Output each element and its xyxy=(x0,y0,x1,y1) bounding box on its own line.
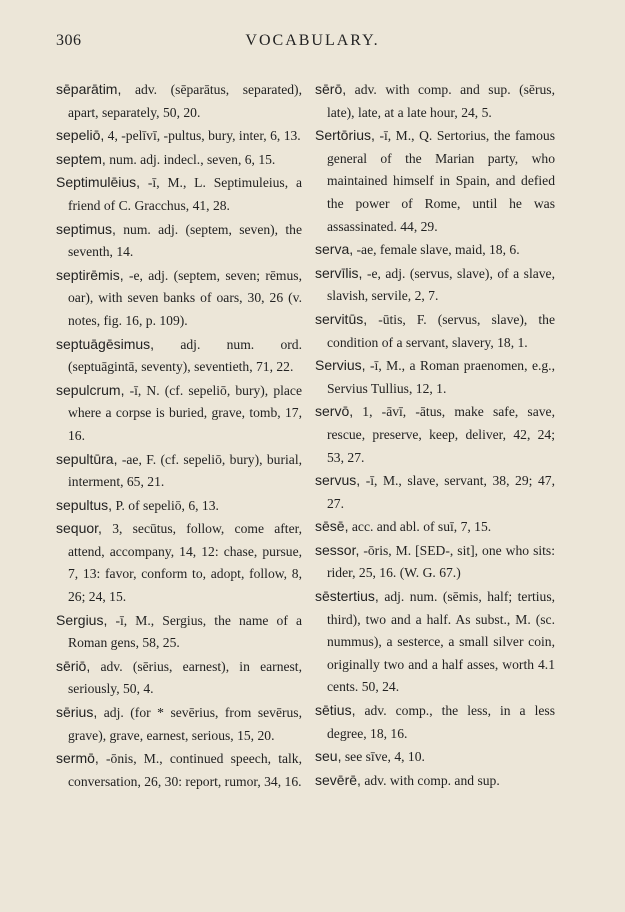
definition: P. of sepeliō, 6, 13. xyxy=(115,497,219,513)
definition: adj. num. (sēmis, half; tertius, third), two and a half. As subst., M. (sc. nummus), a sesterce, a small silver coin, originally two and a half asses, worth 4.1 cents. 50, 24. xyxy=(327,589,556,695)
definition: adj. num. ord. (septuāgintā, seventy), seventieth, 71, 22. xyxy=(68,336,302,375)
headword: septem, xyxy=(56,150,106,167)
vocab-entry xyxy=(56,655,302,701)
vocab-entry xyxy=(315,745,555,769)
page-number: 306 xyxy=(56,32,82,49)
definition: -ae, F. (cf. sepeliō, bury), burial, interment, 65, 21. xyxy=(68,451,302,490)
vocab-entry xyxy=(56,379,302,448)
headword: servitūs, xyxy=(315,310,368,327)
headword: sequor, xyxy=(56,520,102,537)
definition: acc. and abl. of suī, 7, 15. xyxy=(351,519,492,535)
headword: Sertōrius, xyxy=(315,127,375,144)
definition: -ī, M., Q. Sertorius, the famous general of the Marian party, who maintained himself in Spain, and defied the power of Rome, until he was assassinated. 44, 29. xyxy=(327,128,555,234)
vocab-entry xyxy=(315,585,555,699)
vocab-entry xyxy=(56,124,302,148)
vocab-entry xyxy=(56,333,302,379)
headword: sepulcrum, xyxy=(56,381,125,398)
headword: sētius, xyxy=(315,702,356,719)
vocab-entry xyxy=(315,769,555,793)
headword: sēparātim, xyxy=(56,81,122,97)
vocab-entry xyxy=(315,469,555,515)
definition: adv. (sērius, earnest), in earnest, seriously, 50, 4. xyxy=(68,658,302,697)
headword: sēstertius, xyxy=(315,588,379,605)
vocab-entry xyxy=(56,148,302,172)
headword: sessor, xyxy=(315,541,360,558)
vocab-entry xyxy=(315,308,555,354)
definition: 1, -āvī, -ātus, make safe, save, rescue, preserve, keep, deliver, 42, 24; 53, 27. xyxy=(327,404,555,465)
definition: -ī, M., Sergius, the name of a Roman gens, 58, 25. xyxy=(68,612,302,651)
definition: -ī, M., slave, servant, 38, 29; 47, 27. xyxy=(327,473,555,511)
definition: -e, adj. (servus, slave), of a slave, slavish, servile, 2, 7. xyxy=(327,265,555,304)
vocab-entry xyxy=(315,238,555,262)
headword: Sergius, xyxy=(56,611,108,628)
left-column xyxy=(56,78,302,793)
headword: sepultus, xyxy=(56,496,113,513)
vocab-entry xyxy=(56,264,302,333)
headword: seu, xyxy=(315,748,342,765)
headword: servīlis, xyxy=(315,264,363,281)
headword: serva, xyxy=(315,241,354,258)
vocab-entry xyxy=(56,747,302,793)
vocab-entry xyxy=(56,448,302,494)
right-column xyxy=(315,78,555,792)
page-header xyxy=(56,32,569,56)
definition: -ae, female slave, maid, 18, 6. xyxy=(356,242,520,258)
vocab-entry xyxy=(315,262,555,308)
definition: -ōris, M. [SED-, sit], one who sits: rider, 25, 16. (W. G. 67.) xyxy=(327,542,555,581)
vocab-entry xyxy=(315,78,555,124)
vocab-entry xyxy=(56,78,302,124)
vocab-entry xyxy=(56,517,302,608)
vocab-entry xyxy=(56,218,302,264)
headword: sēriō, xyxy=(56,657,91,674)
definition: 3, secūtus, follow, come after, attend, accompany, 14, 12: chase, pursue, 7, 13: favor, conform to, adopt, follow, 8, 26; 24, 15. xyxy=(68,521,302,605)
definition: adv. comp., the less, in a less degree, 18, 16. xyxy=(327,703,555,741)
vocab-entry xyxy=(56,494,302,518)
definition: see sīve, 4, 10. xyxy=(344,749,425,765)
definition: adv. (sēparātus, separated), apart, separately, 50, 20. xyxy=(68,82,302,120)
headword: septuāgēsimus, xyxy=(56,335,155,352)
definition: adv. with comp. and sup. (sērus, late), late, at a late hour, 24, 5. xyxy=(327,82,555,120)
vocab-entry xyxy=(315,539,555,585)
headword: sermō, xyxy=(56,750,99,767)
definition: 4, -pelīvī, -pultus, bury, inter, 6, 13. xyxy=(107,128,301,144)
headword: Servius, xyxy=(315,357,366,374)
headword: sērius, xyxy=(56,704,98,721)
vocab-entry xyxy=(315,124,555,238)
running-title: VOCABULARY. xyxy=(245,32,380,49)
headword: servō, xyxy=(315,403,354,420)
headword: septirēmis, xyxy=(56,266,124,283)
headword: septimus, xyxy=(56,220,116,237)
definition: -ī, M., L. Septimuleius, a friend of C. Gracchus, 41, 28. xyxy=(68,175,302,213)
definition: -ūtis, F. (servus, slave), the condition of a servant, slavery, 18, 1. xyxy=(327,311,555,350)
definition: -ī, M., a Roman praenomen, e.g., Servius Tullius, 12, 1. xyxy=(327,358,555,396)
definition: adv. with comp. and sup. xyxy=(364,772,500,788)
headword: sevērē, xyxy=(315,771,361,788)
headword: Septimulēius, xyxy=(56,174,141,191)
headword: sērō, xyxy=(315,81,347,97)
definition: adj. (for * sevērius, from sevērus, grave), grave, earnest, serious, 15, 20. xyxy=(68,705,302,743)
headword: sepultūra, xyxy=(56,450,118,467)
headword: servus, xyxy=(315,472,361,489)
vocab-entry xyxy=(56,609,302,655)
headword: sēsē, xyxy=(315,518,349,535)
definition: -ī, N. (cf. sepeliō, bury), place where a corpse is buried, grave, tomb, 17, 16. xyxy=(68,382,302,443)
definition: -e, adj. (septem, seven; rēmus, oar), with seven banks of oars, 30, 26 (v. notes, fig. 16, p. 109). xyxy=(68,267,302,328)
vocab-entry xyxy=(56,171,302,217)
vocab-entry xyxy=(315,699,555,745)
vocab-entry xyxy=(56,701,302,747)
definition: num. adj. indecl., seven, 6, 15. xyxy=(109,151,276,167)
headword: sepeliō, xyxy=(56,127,105,144)
vocab-entry xyxy=(315,354,555,400)
vocab-entry xyxy=(315,400,555,469)
definition: -ōnis, M., continued speech, talk, conversation, 26, 30: report, rumor, 34, 16. xyxy=(68,751,302,789)
vocab-entry xyxy=(315,515,555,539)
definition: num. adj. (septem, seven), the seventh, 14. xyxy=(68,221,302,260)
